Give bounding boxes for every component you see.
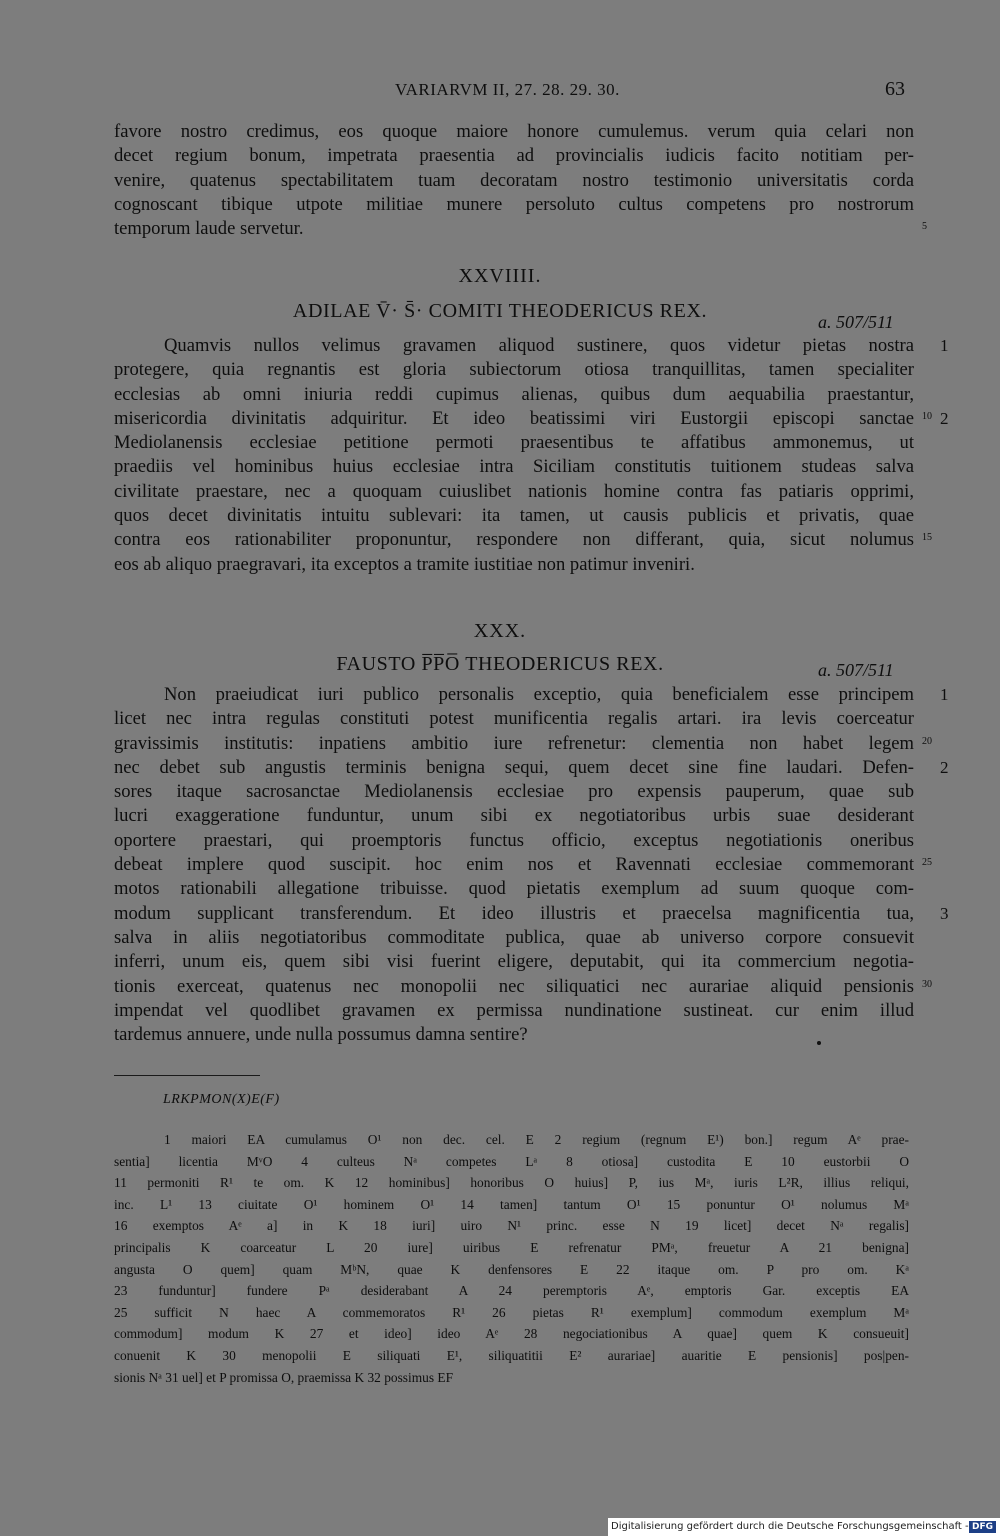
text-line [114, 383, 914, 407]
text-line [114, 707, 914, 731]
text-line-content: favore nostro credimus, eos quoque maiore honore cumulemus. verum quia celari non [114, 121, 914, 142]
text-line [114, 407, 949, 431]
text-line [114, 120, 914, 144]
text-line [114, 504, 914, 528]
paragraph-number: 1 [940, 685, 949, 704]
text-line-content: quos decet divinitatis intuitu sublevari: ita tamen, ut causis publicis et privatis, quae [114, 505, 914, 527]
digitization-footer [608, 1518, 1000, 1536]
text-line [114, 431, 914, 455]
text-line-content: temporum laude servetur. [114, 218, 304, 240]
text-line-content: motos rationabili allegatione tribuisse. quod pietatis exemplum ad suum quoque com- [114, 878, 914, 900]
page-number: 63 [885, 78, 905, 100]
letter-30-number: XXX. [473, 620, 527, 642]
line-number: 30 [922, 978, 932, 990]
text-line-content: Mediolanensis ecclesiae petitione permoti praesentibus te affatibus ammonemus, ut [114, 432, 914, 454]
text-line [114, 683, 949, 707]
apparatus-rule [114, 1075, 260, 1076]
text-line [114, 902, 949, 926]
text-line [114, 217, 927, 241]
text-line-content: eos ab aliquo praegravari, ita exceptos a tramite iustitiae non patimur inveniri. [114, 553, 695, 575]
text-line [114, 926, 914, 950]
critical-apparatus [114, 1129, 909, 1388]
text-line-content: impendat vel quodlibet gravamen ex permissa nundinatione sustineat. cur enim illud [114, 999, 914, 1021]
line-number: 15 [922, 532, 932, 544]
text-line [114, 732, 932, 756]
text-line-content: contra eos rationabiliter proponuntur, respondere non differant, quia, sicut nolumus [114, 529, 914, 551]
text-line-content: lucri exaggeratione funduntur, unum sibi ex negotiatoribus urbis suae desiderant [114, 805, 914, 827]
text-line-content: tionis exerceat, quatenus nec monopolii nec siliquatici nec aurariae aliquid pensionis [114, 975, 914, 997]
text-line-content: civilitate praestare, nec a quoquam cuiuslibet nationis homine contra fas patiaris opprimi, [114, 480, 914, 502]
line-number: 5 [922, 221, 927, 233]
text-line-content: salva in aliis negotiatoribus commoditate publica, quae ab universo corpore consuevit [114, 926, 914, 948]
text-line [114, 1023, 914, 1047]
apparatus-line: sionis Nᵃ 31 uel] et P promissa O, praemissa K 32 possimus EF [114, 1369, 454, 1385]
text-line-content: misericordia divinitatis adquiritur. Et ideo beatissimi viri Eustorgii episcopi sanctae [114, 407, 914, 429]
text-line-content: nec debet sub angustis terminis benigna sequi, quem decet sine fine laudari. Defen- [114, 756, 914, 778]
paragraph-number: 1 [940, 336, 949, 355]
text-line [114, 804, 914, 828]
text-line [114, 780, 914, 804]
ink-speck [817, 1041, 821, 1045]
footer-text: Digitalisierung gefördert durch die Deutsche Forschungsgemeinschaft - [611, 1521, 969, 1532]
text-line [114, 169, 914, 193]
text-line-content: inferri, unum eis, quem sibi visi fuerint eligere, deputabit, qui ita commercium negotia- [114, 951, 914, 973]
letter-30-address: FAUSTO P̅P̅O̅ THEODERICUS REX. [336, 653, 664, 675]
text-line [114, 144, 914, 168]
running-title: VARIARVM II, 27. 28. 29. 30. [395, 80, 620, 99]
text-line [114, 975, 932, 999]
text-line [114, 999, 914, 1023]
text-line-content: licet nec intra regulas constituti potest munificentia regalis artari. ira levis coerceatur [114, 708, 914, 730]
text-line-content: sores itaque sacrosanctae Mediolanensis ecclesiae pro expensis pauperum, quae sub [114, 781, 914, 803]
line-number: 20 [922, 735, 932, 747]
text-line [114, 853, 932, 877]
apparatus-line: 11 permoniti R¹ te om. K 12 hominibus] honoribus O huius] P, ius Mᵃ, iuris L²R, illius reliqui, [114, 1175, 909, 1191]
text-line [114, 334, 949, 358]
text-line-content: debeat implere quod suscipit. hoc enim nos et Ravennati ecclesiae commemorant [114, 854, 914, 876]
text-line [114, 756, 949, 780]
dfg-logo: DFG [969, 1521, 996, 1533]
line-number: 10 [922, 410, 932, 422]
text-line [114, 950, 914, 974]
apparatus-line: inc. L¹ 13 ciuitate O¹ hominem O¹ 14 tamen] tantum O¹ 15 ponuntur O¹ nolumus Mᵃ [114, 1196, 909, 1212]
apparatus-line: commodum] modum K 27 et ideo] ideo Aᵉ 28 negociationibus A quae] quem K consueuit] [114, 1326, 909, 1342]
text-line [114, 829, 914, 853]
apparatus-line: 1 maiori EA cumulamus O¹ non dec. cel. E 2 regium (regnum E¹) bon.] regum Aᵉ prae- [164, 1132, 909, 1147]
text-line [114, 358, 914, 382]
text-block-letter-30 [114, 683, 949, 1047]
text-line-content: protegere, quia regnantis est gloria subiectorum otiosa tranquillitas, tamen specialiter [114, 359, 914, 381]
text-line-content: gravissimis institutis: inpatiens ambitio iure refrenetur: clementia non habet legem [114, 732, 914, 754]
letter-30-date: a. 507/511 [818, 660, 894, 680]
line-number: 25 [922, 857, 932, 869]
apparatus-line: principalis K coarceatur L 20 iure] uiribus E refrenatur PMᵃ, freuetur A 21 benigna] [114, 1239, 909, 1255]
letter-29-number: XXVIIII. [458, 265, 542, 287]
text-line [114, 480, 914, 504]
running-head [0, 80, 1000, 106]
apparatus-line: conuenit K 30 menopolii E siliquati E¹, siliquatitii E² aurariae] auaritie E pensionis] pos|pen- [114, 1347, 909, 1363]
letter-29-date: a. 507/511 [818, 312, 894, 332]
apparatus-line: 25 sufficit N haec A commemoratos R¹ 26 pietas R¹ exemplum] commodum exemplum Mᵃ [114, 1304, 909, 1320]
text-line-content: oportere praestari, qui proemptoris functus officio, exceptus negotiationis oneribus [114, 829, 914, 851]
letter-29-address: ADILAE V̄· S̄· COMITI THEODERICUS REX. [292, 300, 708, 322]
text-block-letter-29 [114, 334, 949, 577]
text-line [114, 528, 932, 552]
text-line-content: praediis vel hominibus huius ecclesiae intra Siciliam constitutis tuitionem studeas salva [114, 456, 914, 478]
apparatus-line: sentia] licentia MᵛO 4 culteus Nᵃ competes Lᵃ 8 otiosa] custodita E 10 eustorbii O [114, 1153, 909, 1169]
text-line [114, 193, 914, 217]
text-line-content: venire, quatenus spectabilitatem tuam decoratam nostro testimonio universitatis corda [114, 169, 914, 191]
text-line-content: modum supplicant transferendum. Et ideo illustris et praecelsa magnificentia tua, [114, 902, 914, 924]
paragraph-number: 2 [940, 408, 949, 428]
text-line-content: decet regium bonum, impetrata praesentia ad provincialis iudicis facito notitiam per- [114, 145, 914, 167]
text-line-content: tardemus annuere, unde nulla possumus damna sentire? [114, 1024, 528, 1046]
apparatus-line: 23 funduntur] fundere Pᵃ desiderabant A 24 peremptoris Aᵉ, emptoris Gar. exceptis EA [114, 1283, 909, 1299]
apparatus-sigla: LRKPMON(X)E(F) [163, 1092, 280, 1107]
apparatus-line: 16 exemptos Aᵉ a] in K 18 iuri] uiro N¹ princ. esse N 19 licet] decet Nᵃ regalis] [114, 1218, 909, 1234]
text-line [114, 455, 914, 479]
paragraph-number: 2 [940, 757, 949, 777]
text-line-content: cognoscant tibique utpote militiae munere persoluto cultus competens pro nostrorum [114, 193, 914, 215]
text-block-letter-28-end [114, 120, 927, 241]
text-line-content: Non praeiudicat iuri publico personalis exceptio, quia beneficialem esse principem [164, 684, 914, 705]
paragraph-number: 3 [940, 903, 949, 923]
text-line [114, 553, 914, 577]
apparatus-line: angusta O quem] quam MᵇN, quae K denfensores E 22 itaque om. P pro om. Kᵃ [114, 1261, 909, 1277]
text-line-content: ecclesias ab omni iniuria reddi cupimus alienas, quibus dum aequabilia praestantur, [114, 383, 914, 405]
text-line [114, 877, 914, 901]
text-line-content: Quamvis nullos velimus gravamen aliquod sustinere, quos videtur pietas nostra [164, 335, 914, 356]
